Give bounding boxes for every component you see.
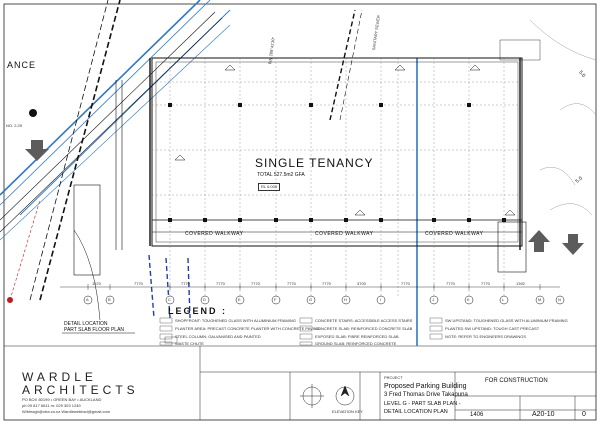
walkway-label-mid: COVERED WALKWAY	[315, 231, 374, 237]
rl-label: RL 6.000	[258, 183, 280, 191]
tenancy-title: SINGLE TENANCY	[255, 156, 374, 170]
grid-label-m: M	[538, 297, 542, 302]
road-label: ANCE	[7, 60, 37, 70]
legend-item: STEEL COLUMN: GALVANISED AND PAINTED	[175, 334, 261, 339]
revision-number: 0	[582, 411, 586, 418]
legend-item: SW UPSTAND: TOUGHENED GLASS WITH ALUMINIUM FRAMING	[445, 318, 568, 323]
legend-item: NOTE: REFER TO ENGINEERS DRAWINGS	[445, 334, 527, 339]
status-label: FOR CONSTRUCTION	[485, 378, 548, 384]
walkway-label-left: COVERED WALKWAY	[185, 231, 244, 237]
dimension-value: 1370	[92, 281, 101, 286]
legend-item: EXPOSED SLAB: FIBRE REINFORCED SLAB	[315, 334, 399, 339]
grid-label-b: B	[108, 297, 111, 302]
grid-label-f: F	[274, 297, 277, 302]
logo-line2: ARCHITECTS	[22, 383, 139, 397]
dimension-value: 7770	[481, 281, 490, 286]
legend-item: CONCRETE STAIRS: ACCESSIBLE ACCESS STAIRS	[315, 318, 413, 323]
grid-label-d: D	[203, 297, 206, 302]
sewer-label: SANITARY SEWER	[371, 14, 381, 51]
detail-title-line2: PART SLAB FLOOR PLAN	[64, 327, 125, 333]
project-address: 3 Fred Thomas Drive Takapuna	[384, 392, 468, 398]
job-number: 1406	[470, 412, 484, 418]
dimension-value: 7770	[287, 281, 296, 286]
boundary-label: Bdy 288°41'30"	[267, 36, 276, 65]
dimension-value: 3700	[357, 281, 366, 286]
grid-label-a: A	[86, 297, 89, 302]
dimension-value: 7770	[216, 281, 225, 286]
dimension-value: 7770	[446, 281, 455, 286]
project-name: Proposed Parking Building	[384, 383, 467, 390]
walkway-label-right: COVERED WALKWAY	[425, 231, 484, 237]
grid-label-l: L	[502, 297, 505, 302]
legend-item: GROUND SLAB: REINFORCED CONCRETE	[315, 341, 397, 346]
phone-line: ph 09 817 6611 m: 029 303 1249	[22, 403, 81, 408]
dimension-value: 7770	[181, 281, 190, 286]
grid-label-e: E	[238, 297, 241, 302]
left-dimension-label: NO. 2.25	[6, 123, 23, 128]
address-line: PO BOX 80199 • GREEN BAY • AUCKLAND	[22, 397, 102, 402]
dimension-value: 7770	[322, 281, 331, 286]
gfa-label: TOTAL 527.5m2 GFA	[257, 172, 305, 178]
top-right-label: 5.0	[577, 69, 587, 79]
side-right-label: 5.0	[574, 175, 584, 185]
grid-label-i: I	[380, 297, 382, 302]
grid-label-n: N	[558, 297, 561, 302]
sheet-number: A20-10	[532, 411, 555, 418]
grid-label-c: C	[168, 297, 171, 302]
logo-line1: WARDLE	[22, 370, 97, 384]
legend-item: PLANTED SW UPSTAND: TOUGH CAST PRECAST	[445, 326, 540, 331]
dimension-value: 1392	[516, 281, 525, 286]
legend-item: CONCRETE SLAB: REINFORCED CONCRETE SLAB	[315, 326, 413, 331]
grid-label-j: J	[432, 297, 434, 302]
drawing-title-line1: LEVEL G - PART SLAB PLAN -	[384, 401, 461, 407]
legend-item: WASTE CHUTE	[175, 341, 204, 346]
email-line: W/bleagh@xtra.co.nz Wardlewebbsd@gmail.com	[22, 409, 111, 414]
dimension-value: 7770	[251, 281, 260, 286]
dimension-value: 7770	[401, 281, 410, 286]
project-label: PROJECT	[384, 375, 403, 380]
legend-title: LEGEND :	[168, 306, 228, 316]
elevation-key-label: ELEVATION KEY	[332, 409, 363, 414]
legend-item: PLANTER AREA: PRECAST CONCRETE PLANTER WITH CONCRETE PAVING	[175, 326, 320, 331]
dimension-value: 7770	[134, 281, 143, 286]
detail-title-line1: DETAIL LOCATION	[64, 321, 108, 327]
drawing-title-line2: DETAIL LOCATION PLAN	[384, 409, 448, 415]
grid-label-h: H	[344, 297, 347, 302]
legend-item: SHOPFRONT: TOUGHENED GLASS WITH ALUMINIUM FRAMING	[175, 318, 296, 323]
grid-label-k: K	[467, 297, 470, 302]
grid-label-g: G	[309, 297, 313, 302]
